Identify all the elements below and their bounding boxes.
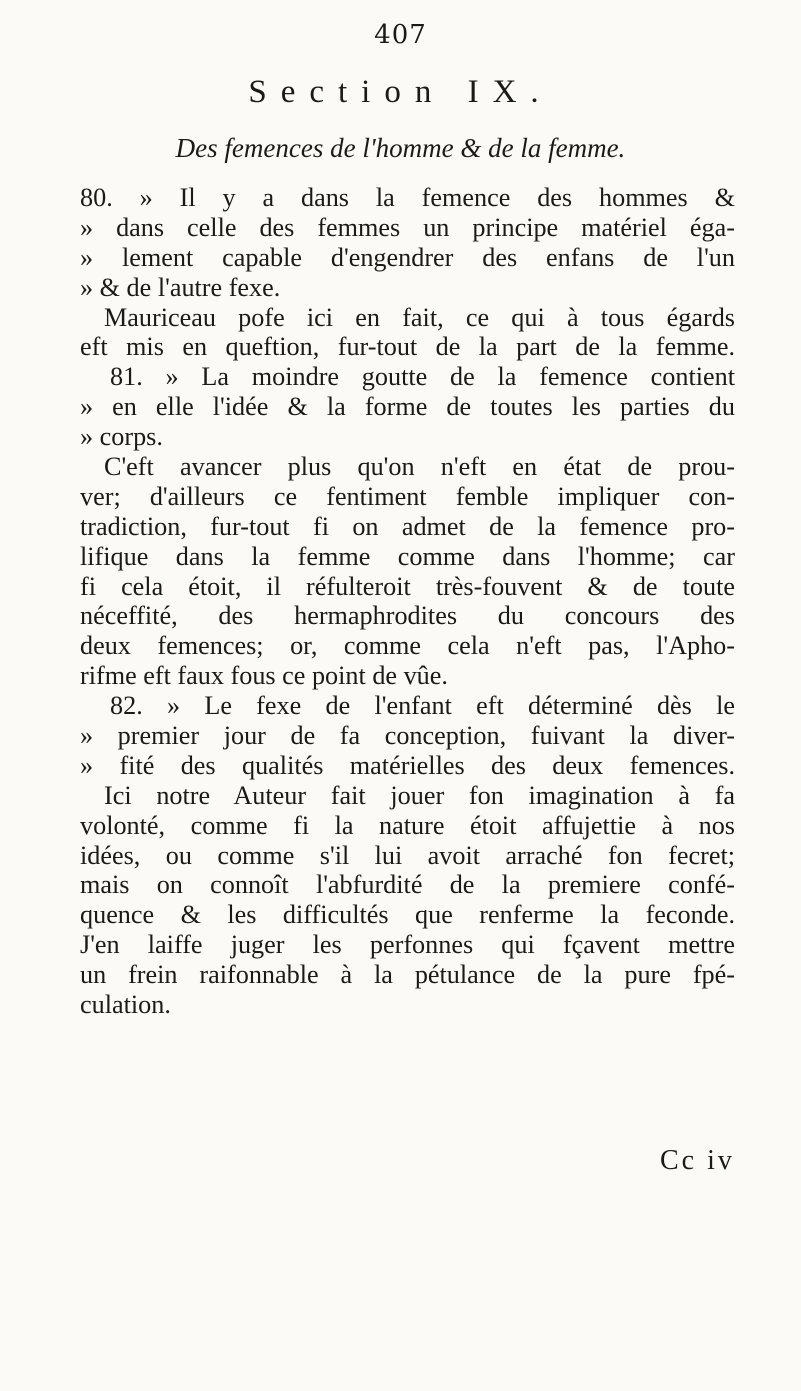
signature-mark: Cc iv (660, 1145, 735, 1176)
text-line: 82. » Le fexe de l'enfant eft déterminé dès le (110, 691, 735, 721)
text-line: 81. » La moindre goutte de la femence contient (110, 362, 735, 392)
text-line: idées, ou comme s'il lui avoit arraché fon fecret; (80, 840, 735, 870)
text-line: eft mis en queftion, fur-tout de la part de la femme. (80, 332, 735, 362)
text-line: C'eft avancer plus qu'on n'eft en état de prou- (104, 452, 735, 482)
text-line: tradiction, fur-tout fi on admet de la femence pro- (80, 511, 735, 541)
section-subtitle: Des femences de l'homme & de la femme. (175, 133, 626, 163)
text-line: J'en laiffe juger les perfonnes qui fçavent mettre (80, 930, 735, 960)
text-line: deux femences; or, comme cela n'eft pas, l'Apho- (80, 631, 735, 661)
body-text (80, 183, 735, 1020)
text-line: » fité des qualités matérielles des deux femences. (80, 750, 735, 780)
text-line: Ici notre Auteur fait jouer fon imagination à fa (104, 780, 735, 810)
text-line: mais on connoît l'abfurdité de la premiere confé- (80, 870, 735, 900)
text-line: lifique dans la femme comme dans l'homme; car (80, 541, 735, 571)
text-line: 80. » Il y a dans la femence des hommes & (80, 183, 735, 212)
text-line: fi cela étoit, il réfulteroit très-fouvent & de toute (80, 571, 735, 601)
text-line: volonté, comme fi la nature étoit affujettie à nos (80, 810, 735, 840)
text-line: » en elle l'idée & la forme de toutes les parties du (80, 392, 735, 422)
text-line: quence & les difficultés que renferme la feconde. (80, 900, 735, 930)
text-line: ver; d'ailleurs ce fentiment femble impliquer con- (80, 481, 735, 511)
text-line: un frein raifonnable à la pétulance de la pure fpé- (80, 960, 735, 990)
text-line: » dans celle des femmes un principe matériel éga- (80, 212, 735, 242)
text-line: » lement capable d'engendrer des enfans de l'un (80, 242, 735, 272)
section-heading: Section IX. (248, 74, 553, 110)
text-line: Mauriceau pofe ici en fait, ce qui à tous égards (104, 302, 735, 332)
text-line: néceffité, des hermaphrodites du concours des (80, 601, 735, 631)
text-line: » corps. (80, 422, 163, 452)
text-line: rifme eft faux fous ce point de vûe. (80, 661, 448, 691)
page-number: 407 (374, 20, 427, 50)
text-line: » premier jour de fa conception, fuivant la diver- (80, 721, 735, 751)
text-line: » & de l'autre fexe. (80, 272, 281, 302)
text-line: culation. (80, 990, 171, 1020)
